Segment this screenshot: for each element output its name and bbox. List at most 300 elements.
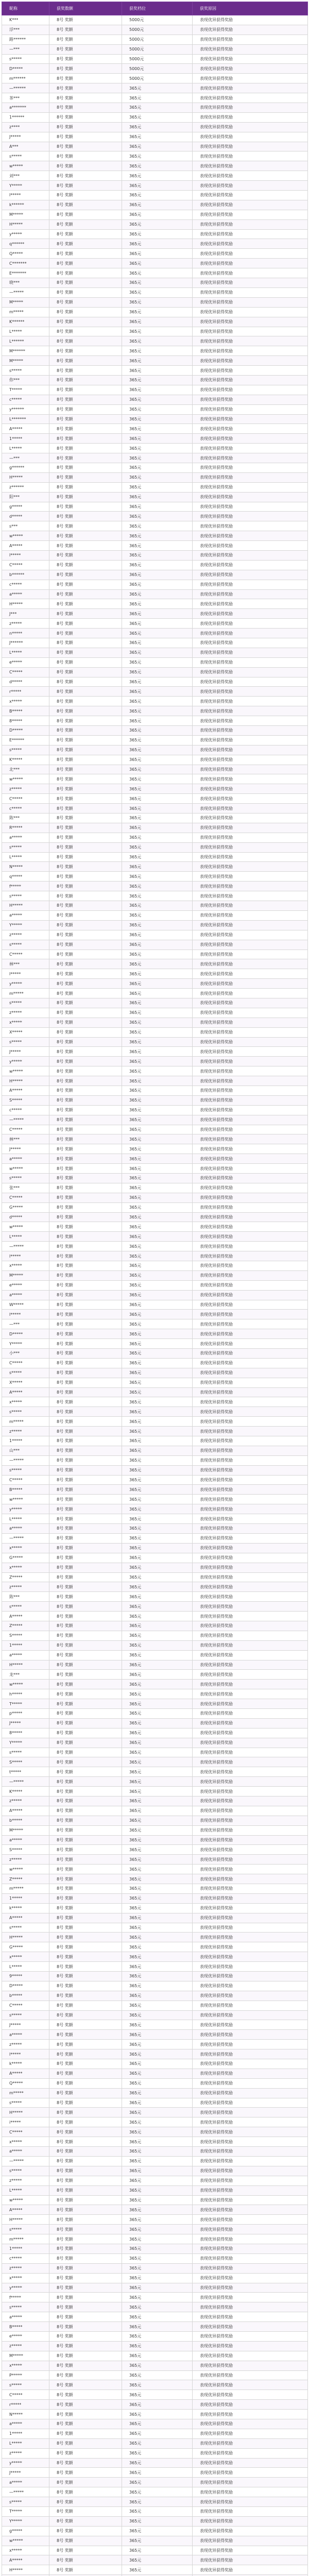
cell-amount: 8号 奖额 [49, 1173, 122, 1183]
cell-nickname: c***** [2, 395, 49, 404]
cell-tier: 5000元 [122, 74, 193, 83]
table-row [2, 1650, 308, 1660]
cell-tier: 365元 [122, 1212, 193, 1222]
table-row [2, 998, 308, 1008]
cell-reason: 表现优异获得奖励 [193, 940, 308, 950]
cell-tier: 365元 [122, 2555, 193, 2565]
cell-reason: 表现优异获得奖励 [193, 1874, 308, 1884]
cell-tier: 5000元 [122, 54, 193, 64]
cell-nickname: 1***** [2, 1640, 49, 1650]
cell-amount: 8号 奖额 [49, 385, 122, 395]
cell-tier: 365元 [122, 1018, 193, 1027]
table-row [2, 891, 308, 901]
table-row [2, 2312, 308, 2322]
cell-reason: 表现优异获得奖励 [193, 657, 308, 667]
cell-tier: 365元 [122, 1806, 193, 1816]
table-row [2, 2331, 308, 2341]
cell-amount: 8号 奖额 [49, 219, 122, 229]
cell-amount: 8号 奖额 [49, 1407, 122, 1417]
cell-nickname: m***** [2, 1417, 49, 1427]
cell-amount: 8号 奖额 [49, 1504, 122, 1514]
cell-reason: 表现优异获得奖励 [193, 1290, 308, 1300]
cell-tier: 365元 [122, 463, 193, 472]
cell-amount: 8号 奖额 [49, 1933, 122, 1942]
cell-nickname: g***** [2, 2526, 49, 2536]
table-row [2, 1504, 308, 1514]
table-row [2, 1183, 308, 1193]
cell-amount: 8号 奖额 [49, 1640, 122, 1650]
cell-reason: 表现优异获得奖励 [193, 395, 308, 404]
table-row [2, 619, 308, 629]
cell-amount: 8号 奖额 [49, 1115, 122, 1125]
cell-nickname: w***** [2, 1222, 49, 1232]
cell-reason: 表现优异获得奖励 [193, 619, 308, 629]
cell-nickname: Z***** [2, 1874, 49, 1884]
cell-nickname: a***** [2, 1835, 49, 1845]
cell-tier: 365元 [122, 1193, 193, 1202]
table-row [2, 1913, 308, 1923]
cell-reason: 表现优异获得奖励 [193, 74, 308, 83]
table-row [2, 25, 308, 35]
cell-reason: 表现优异获得奖励 [193, 2400, 308, 2410]
cell-amount: 8号 奖额 [49, 1777, 122, 1787]
cell-amount: 8号 奖额 [49, 1358, 122, 1368]
cell-tier: 365元 [122, 2020, 193, 2030]
cell-amount: 8号 奖额 [49, 1553, 122, 1563]
cell-amount: 8号 奖额 [49, 794, 122, 804]
cell-nickname: C***** [2, 1475, 49, 1485]
cell-amount: 8号 奖额 [49, 375, 122, 385]
cell-reason: 表现优异获得奖励 [193, 1884, 308, 1894]
table-row [2, 1417, 308, 1427]
cell-amount: 8号 奖额 [49, 1981, 122, 1991]
cell-tier: 365元 [122, 287, 193, 297]
cell-nickname: 林*** [2, 959, 49, 969]
cell-nickname: 林*** [2, 1134, 49, 1144]
cell-amount: 8号 奖额 [49, 1270, 122, 1280]
cell-tier: 365元 [122, 2370, 193, 2380]
cell-reason: 表现优异获得奖励 [193, 2205, 308, 2215]
cell-tier: 365元 [122, 200, 193, 210]
cell-nickname: z**** [2, 122, 49, 132]
cell-nickname: A***** [2, 1387, 49, 1397]
cell-reason: 表现优异获得奖励 [193, 1222, 308, 1232]
cell-tier: 365元 [122, 2390, 193, 2400]
table-row [2, 502, 308, 512]
cell-tier: 365元 [122, 1504, 193, 1514]
cell-amount: 8号 奖额 [49, 901, 122, 911]
cell-nickname: w***** [2, 531, 49, 541]
cell-tier: 365元 [122, 1767, 193, 1777]
cell-tier: 365元 [122, 492, 193, 502]
cell-tier: 5000元 [122, 15, 193, 25]
cell-amount: 8号 奖额 [49, 1222, 122, 1232]
table-row [2, 307, 308, 317]
cell-reason: 表现优异获得奖励 [193, 2127, 308, 2137]
cell-reason: 表现优异获得奖励 [193, 453, 308, 463]
table-row [2, 2234, 308, 2244]
cell-reason: 表现优异获得奖励 [193, 93, 308, 103]
table-row [2, 1991, 308, 2001]
cell-reason: 表现优异获得奖励 [193, 1816, 308, 1825]
cell-tier: 365元 [122, 512, 193, 521]
cell-amount: 8号 奖额 [49, 327, 122, 336]
cell-reason: 表现优异获得奖励 [193, 1553, 308, 1563]
table-row [2, 44, 308, 54]
cell-reason: 表现优异获得奖励 [193, 910, 308, 920]
table-row [2, 814, 308, 823]
table-row [2, 2478, 308, 2487]
cell-nickname: x***** [2, 2546, 49, 2555]
cell-reason: 表现优异获得奖励 [193, 1777, 308, 1787]
cell-nickname: r***** [2, 687, 49, 697]
table-row [2, 472, 308, 482]
cell-tier: 365元 [122, 1183, 193, 1193]
table-row [2, 2059, 308, 2069]
cell-reason: 表现优异获得奖励 [193, 1680, 308, 1689]
table-row [2, 1242, 308, 1251]
cell-tier: 365元 [122, 1261, 193, 1271]
table-row [2, 424, 308, 434]
cell-nickname: —***** [2, 1533, 49, 1543]
cell-tier: 365元 [122, 1718, 193, 1728]
cell-reason: 表现优异获得奖励 [193, 1183, 308, 1193]
table-row [2, 726, 308, 736]
cell-tier: 365元 [122, 1485, 193, 1495]
cell-amount: 8号 奖额 [49, 2468, 122, 2478]
cell-nickname: l***** [2, 550, 49, 560]
cell-tier: 365元 [122, 1280, 193, 1290]
cell-tier: 365元 [122, 482, 193, 492]
cell-amount: 8号 奖额 [49, 1650, 122, 1660]
cell-tier: 365元 [122, 657, 193, 667]
table-row [2, 2253, 308, 2263]
cell-amount: 8号 奖额 [49, 132, 122, 142]
cell-tier: 365元 [122, 1972, 193, 1981]
cell-nickname: N***** [2, 2410, 49, 2419]
cell-reason: 表现优异获得奖励 [193, 1212, 308, 1222]
cell-reason: 表现优异获得奖励 [193, 1261, 308, 1271]
cell-amount: 8号 奖额 [49, 453, 122, 463]
cell-amount: 8号 奖额 [49, 648, 122, 657]
cell-nickname: a***** [2, 1524, 49, 1534]
table-row [2, 1446, 308, 1455]
cell-tier: 365元 [122, 2185, 193, 2195]
table-row [2, 35, 308, 44]
cell-nickname: K****** [2, 317, 49, 327]
cell-tier: 365元 [122, 1757, 193, 1767]
cell-tier: 365元 [122, 531, 193, 541]
table-row [2, 1640, 308, 1650]
cell-nickname: s***** [2, 940, 49, 950]
cell-nickname: z***** [2, 1582, 49, 1592]
table-row [2, 2351, 308, 2361]
cell-nickname: a***** [2, 1650, 49, 1660]
cell-amount: 8号 奖额 [49, 1027, 122, 1037]
table-row [2, 463, 308, 472]
cell-amount: 8号 奖额 [49, 550, 122, 560]
cell-amount: 8号 奖额 [49, 1689, 122, 1699]
cell-amount: 8号 奖额 [49, 1514, 122, 1524]
table-row [2, 2195, 308, 2205]
cell-nickname: J*** [2, 609, 49, 619]
table-row [2, 1972, 308, 1981]
cell-nickname: e***** [2, 657, 49, 667]
cell-amount: 8号 奖额 [49, 1310, 122, 1319]
table-row [2, 716, 308, 726]
cell-amount: 8号 奖额 [49, 1893, 122, 1903]
cell-amount: 8号 奖额 [49, 1670, 122, 1680]
cell-tier: 365元 [122, 1952, 193, 1962]
cell-reason: 表现优异获得奖励 [193, 1806, 308, 1816]
cell-nickname: l***** [2, 1310, 49, 1319]
cell-nickname: m***** [2, 1884, 49, 1894]
cell-nickname: Z***** [2, 1621, 49, 1631]
cell-tier: 365元 [122, 356, 193, 366]
table-row [2, 297, 308, 307]
cell-nickname: Q***** [2, 249, 49, 259]
cell-tier: 365元 [122, 181, 193, 191]
cell-amount: 8号 奖额 [49, 2069, 122, 2078]
table-row [2, 2468, 308, 2478]
cell-tier: 365元 [122, 677, 193, 687]
cell-nickname: Q***** [2, 2078, 49, 2088]
cell-reason: 表现优异获得奖励 [193, 2331, 308, 2341]
cell-reason: 表现优异获得奖励 [193, 307, 308, 317]
cell-reason: 表现优异获得奖励 [193, 2497, 308, 2507]
cell-nickname: —***** [2, 1455, 49, 1465]
cell-nickname: m***** [2, 2088, 49, 2098]
cell-nickname: s***** [2, 2380, 49, 2390]
table-row [2, 2244, 308, 2253]
table-row [2, 414, 308, 424]
cell-amount: 8号 奖额 [49, 317, 122, 327]
cell-amount: 8号 奖额 [49, 823, 122, 833]
cell-tier: 365元 [122, 1290, 193, 1300]
cell-nickname: C***** [2, 1358, 49, 1368]
table-row [2, 1981, 308, 1991]
cell-amount: 8号 奖额 [49, 2331, 122, 2341]
cell-reason: 表现优异获得奖励 [193, 872, 308, 882]
cell-reason: 表现优异获得奖励 [193, 755, 308, 765]
cell-nickname: z***** [2, 2040, 49, 2049]
cell-reason: 表现优异获得奖励 [193, 2507, 308, 2517]
cell-amount: 8号 奖额 [49, 151, 122, 161]
cell-amount: 8号 奖额 [49, 2390, 122, 2400]
table-row [2, 1874, 308, 1884]
cell-tier: 365元 [122, 1816, 193, 1825]
table-row [2, 1193, 308, 1202]
cell-tier: 365元 [122, 336, 193, 346]
table-row [2, 1942, 308, 1952]
cell-reason: 表现优异获得奖励 [193, 1952, 308, 1962]
cell-nickname: H***** [2, 472, 49, 482]
cell-tier: 365元 [122, 1991, 193, 2001]
table-row [2, 1845, 308, 1855]
cell-amount: 8号 奖额 [49, 657, 122, 667]
cell-amount: 8号 奖额 [49, 1193, 122, 1202]
table-row [2, 2507, 308, 2517]
cell-nickname: s***** [2, 745, 49, 755]
cell-amount: 8号 奖额 [49, 891, 122, 901]
cell-amount: 8号 奖额 [49, 2341, 122, 2351]
cell-tier: 365元 [122, 2293, 193, 2302]
table-row [2, 395, 308, 404]
cell-tier: 365元 [122, 1874, 193, 1884]
table-row [2, 1689, 308, 1699]
cell-reason: 表现优异获得奖励 [193, 648, 308, 657]
cell-nickname: A***** [2, 2205, 49, 2215]
cell-reason: 表现优异获得奖励 [193, 901, 308, 911]
table-row [2, 2516, 308, 2526]
cell-amount: 8号 奖额 [49, 181, 122, 191]
cell-reason: 表现优异获得奖励 [193, 210, 308, 219]
cell-nickname: B***** [2, 2322, 49, 2332]
cell-nickname: C***** [2, 1125, 49, 1134]
cell-tier: 365元 [122, 1787, 193, 1797]
cell-amount: 8号 奖额 [49, 1495, 122, 1504]
table-row [2, 2419, 308, 2429]
cell-amount: 8号 奖额 [49, 2185, 122, 2195]
cell-nickname: s***** [2, 891, 49, 901]
table-row [2, 531, 308, 541]
cell-tier: 365元 [122, 346, 193, 356]
cell-amount: 8号 奖额 [49, 1475, 122, 1485]
cell-reason: 表现优异获得奖励 [193, 1718, 308, 1728]
cell-nickname: s***** [2, 2302, 49, 2312]
cell-nickname: K*** [2, 15, 49, 25]
cell-reason: 表现优异获得奖励 [193, 463, 308, 472]
cell-nickname: L***** [2, 648, 49, 657]
cell-tier: 365元 [122, 414, 193, 424]
cell-reason: 表现优异获得奖励 [193, 1572, 308, 1582]
table-row [2, 2370, 308, 2380]
cell-amount: 8号 奖额 [49, 2380, 122, 2390]
cell-amount: 8号 奖额 [49, 1465, 122, 1475]
cell-nickname: g****** [2, 463, 49, 472]
cell-reason: 表现优异获得奖励 [193, 2215, 308, 2225]
cell-nickname: E****** [2, 735, 49, 745]
cell-amount: 8号 奖额 [49, 2030, 122, 2040]
cell-tier: 365元 [122, 1115, 193, 1125]
table-row [2, 210, 308, 219]
cell-amount: 8号 奖额 [49, 804, 122, 814]
table-row [2, 774, 308, 784]
cell-nickname: l***** [2, 2049, 49, 2059]
cell-nickname: 山*** [2, 1446, 49, 1455]
cell-amount: 8号 奖额 [49, 2507, 122, 2517]
cell-nickname: c***** [2, 580, 49, 589]
cell-tier: 365元 [122, 638, 193, 648]
table-row [2, 1349, 308, 1359]
cell-amount: 8号 奖额 [49, 103, 122, 113]
table-row [2, 2565, 308, 2575]
cell-tier: 365元 [122, 1310, 193, 1319]
cell-reason: 表现优异获得奖励 [193, 1105, 308, 1115]
table-row [2, 1222, 308, 1232]
cell-reason: 表现优异获得奖励 [193, 1018, 308, 1027]
cell-tier: 365元 [122, 2030, 193, 2040]
cell-reason: 表现优异获得奖励 [193, 287, 308, 297]
cell-tier: 365元 [122, 2137, 193, 2147]
cell-tier: 365元 [122, 122, 193, 132]
cell-tier: 365元 [122, 619, 193, 629]
cell-tier: 365元 [122, 1670, 193, 1680]
cell-reason: 表现优异获得奖励 [193, 219, 308, 229]
cell-reason: 表现优异获得奖励 [193, 1699, 308, 1709]
table-row [2, 1708, 308, 1718]
cell-tier: 365元 [122, 2565, 193, 2575]
cell-reason: 表现优异获得奖励 [193, 2069, 308, 2078]
cell-nickname: s***** [2, 1173, 49, 1183]
cell-tier: 365元 [122, 1465, 193, 1475]
cell-tier: 365元 [122, 1066, 193, 1076]
cell-nickname: d***** [2, 677, 49, 687]
cell-reason: 表现优异获得奖励 [193, 1533, 308, 1543]
cell-reason: 表现优异获得奖励 [193, 1514, 308, 1524]
cell-reason: 表现优异获得奖励 [193, 1689, 308, 1699]
cell-nickname: 你*** [2, 375, 49, 385]
cell-reason: 表现优异获得奖励 [193, 434, 308, 444]
cell-nickname: l***** [2, 1251, 49, 1261]
cell-tier: 365元 [122, 297, 193, 307]
cell-tier: 365元 [122, 1164, 193, 1174]
table-row [2, 2273, 308, 2283]
cell-amount: 8号 奖额 [49, 2040, 122, 2049]
cell-amount: 8号 奖额 [49, 2536, 122, 2546]
table-row [2, 191, 308, 200]
cell-tier: 365元 [122, 1358, 193, 1368]
cell-tier: 365元 [122, 444, 193, 453]
cell-tier: 365元 [122, 2468, 193, 2478]
cell-tier: 365元 [122, 2176, 193, 2185]
cell-tier: 365元 [122, 1105, 193, 1115]
cell-tier: 365元 [122, 2108, 193, 2117]
cell-reason: 表现优异获得奖励 [193, 2273, 308, 2283]
cell-tier: 365元 [122, 2516, 193, 2526]
cell-nickname: B***** [2, 1485, 49, 1495]
cell-reason: 表现优异获得奖励 [193, 629, 308, 638]
cell-tier: 365元 [122, 1407, 193, 1417]
cell-reason: 表现优异获得奖励 [193, 1855, 308, 1865]
cell-reason: 表现优异获得奖励 [193, 171, 308, 181]
cell-nickname: w***** [2, 1680, 49, 1689]
cell-tier: 365元 [122, 794, 193, 804]
cell-nickname: A***** [2, 541, 49, 551]
cell-nickname: s***** [2, 998, 49, 1008]
table-row [2, 580, 308, 589]
table-row [2, 1485, 308, 1495]
table-row [2, 200, 308, 210]
cell-nickname: —*** [2, 453, 49, 463]
cell-tier: 365元 [122, 959, 193, 969]
cell-amount: 8号 奖额 [49, 83, 122, 93]
cell-nickname: y***** [2, 2458, 49, 2468]
cell-nickname: D***** [2, 64, 49, 74]
cell-nickname: L***** [2, 2438, 49, 2448]
cell-tier: 365元 [122, 1825, 193, 1835]
cell-reason: 表现优异获得奖励 [193, 1193, 308, 1202]
cell-tier: 365元 [122, 1339, 193, 1349]
cell-reason: 表现优异获得奖励 [193, 1407, 308, 1417]
cell-amount: 8号 奖额 [49, 638, 122, 648]
cell-reason: 表现优异获得奖励 [193, 54, 308, 64]
cell-nickname: L****** [2, 336, 49, 346]
cell-amount: 8号 奖额 [49, 1855, 122, 1865]
table-row [2, 2166, 308, 2176]
cell-reason: 表现优异获得奖励 [193, 920, 308, 930]
cell-amount: 8号 奖额 [49, 1699, 122, 1709]
